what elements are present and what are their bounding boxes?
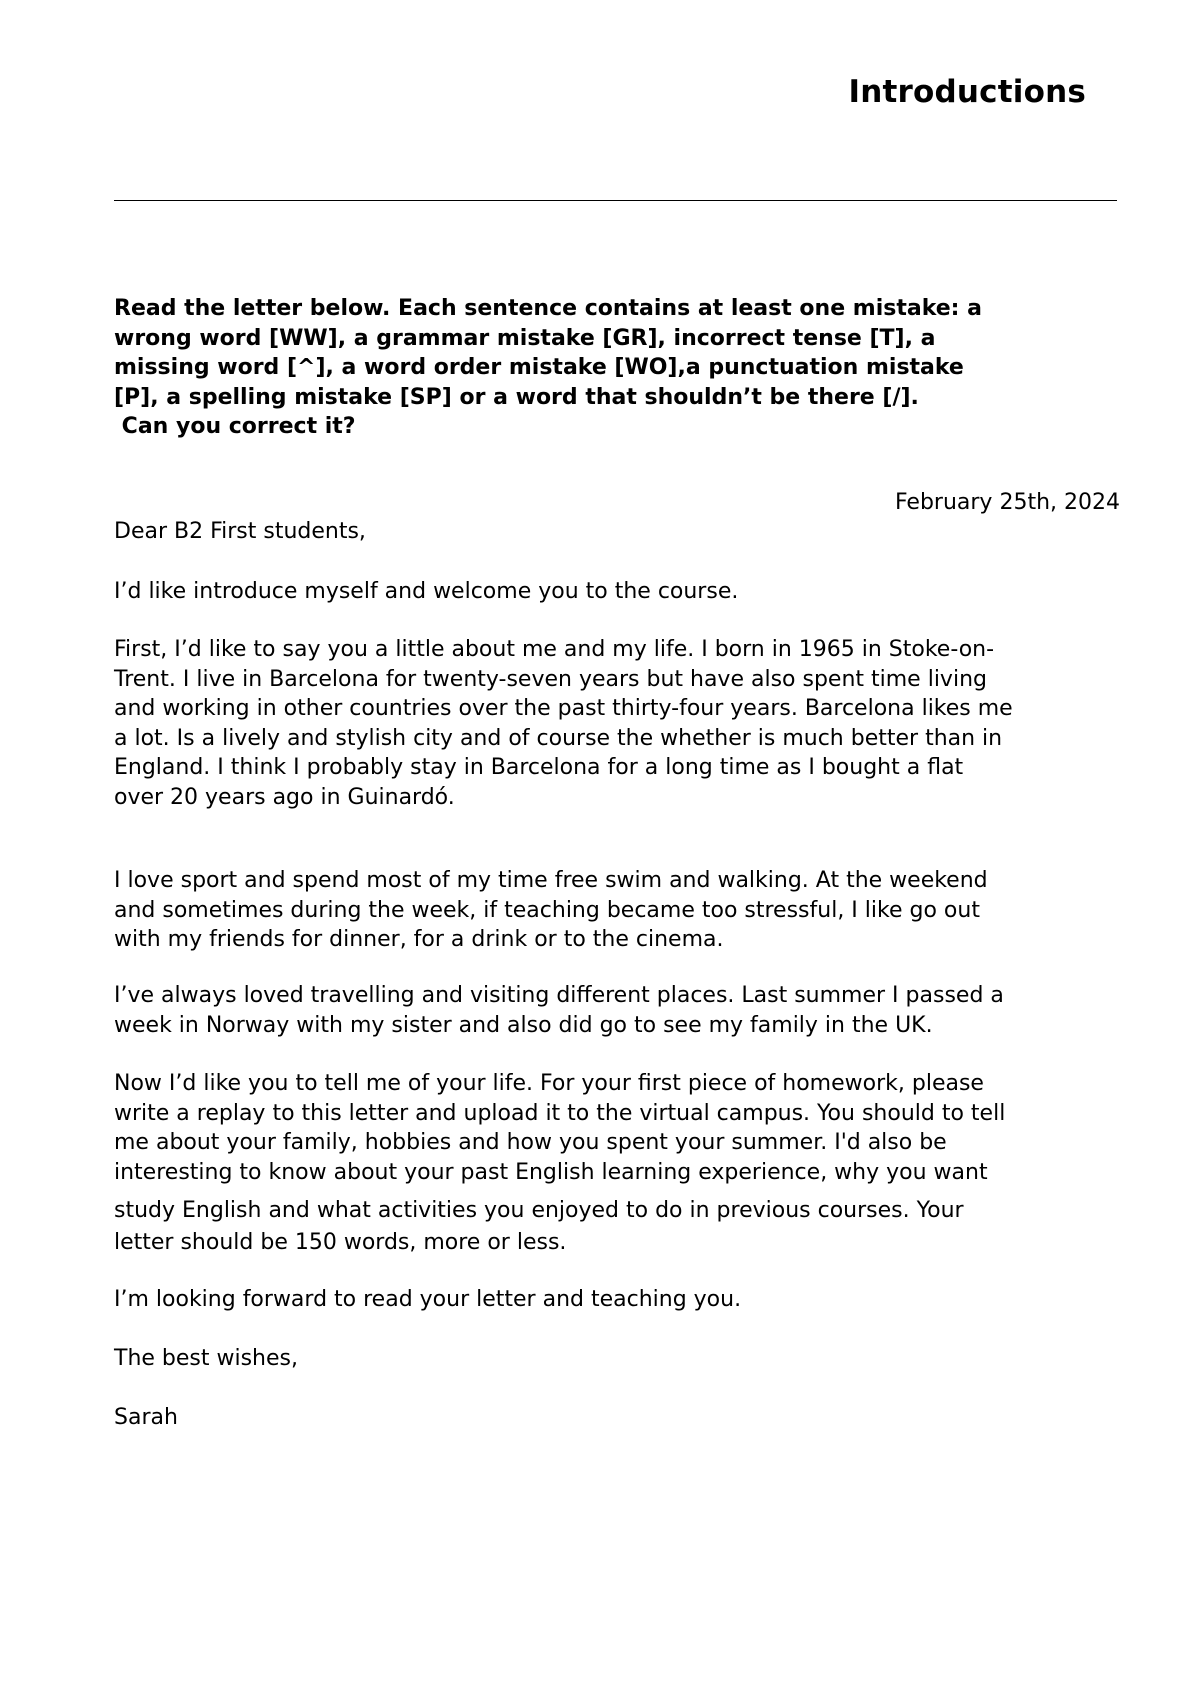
page-title: Introductions xyxy=(848,74,1086,110)
horizontal-divider xyxy=(114,200,1117,201)
letter-paragraph-travel: I’ve always loved travelling and visiting different places. Last summer I passed a week in Norway with my sister and also did go to see my family in the UK. xyxy=(114,983,1004,1038)
instructions-text: Read the letter below. Each sentence contains at least one mistake: a wrong word [WW], a grammar mistake [GR], incorrect tense [T], a missing word [^], a word order mistake [WO],a punctuation mistake [P], a spelling mistake [SP] or a word that shouldn’t be there [/]. Can you correct it? xyxy=(114,296,982,439)
letter-date: February 25th, 2024 xyxy=(894,490,1120,515)
letter-paragraph-intro: I’d like introduce myself and welcome you to the course. xyxy=(114,579,739,604)
letter-paragraph-looking-forward: I’m looking forward to read your letter and teaching you. xyxy=(114,1287,742,1312)
letter-closing: The best wishes, xyxy=(114,1346,298,1371)
letter-signature: Sarah xyxy=(114,1405,178,1430)
letter-paragraph-homework-continued: study English and what activities you enjoyed to do in previous courses. Your letter should be 150 words, more or less. xyxy=(114,1198,964,1255)
letter-salutation: Dear B2 First students, xyxy=(114,519,366,544)
letter-paragraph-hobbies: I love sport and spend most of my time free swim and walking. At the weekend and sometimes during the week, if teaching became too stressful, I like go out with my friends for dinner, for a drink or to the cinema. xyxy=(114,868,988,952)
letter-paragraph-about-me: First, I’d like to say you a little about me and my life. I born in 1965 in Stoke-on- Trent. I live in Barcelona for twenty-seven years but have also spent time living and working in other countries over the past thirty-four years. Barcelona likes me a lot. Is a lively and stylish city and of course the whether is much better than in England. I think I probably stay in Barcelona for a long time as I bought a flat over 20 years ago in Guinardó. xyxy=(114,637,1013,810)
letter-paragraph-homework: Now I’d like you to tell me of your life. For your first piece of homework, please write a replay to this letter and upload it to the virtual campus. You should to tell me about your family, hobbies and how you spent your summer. I'd also be interesting to know about your past English learning experience, why you want xyxy=(114,1071,1006,1185)
